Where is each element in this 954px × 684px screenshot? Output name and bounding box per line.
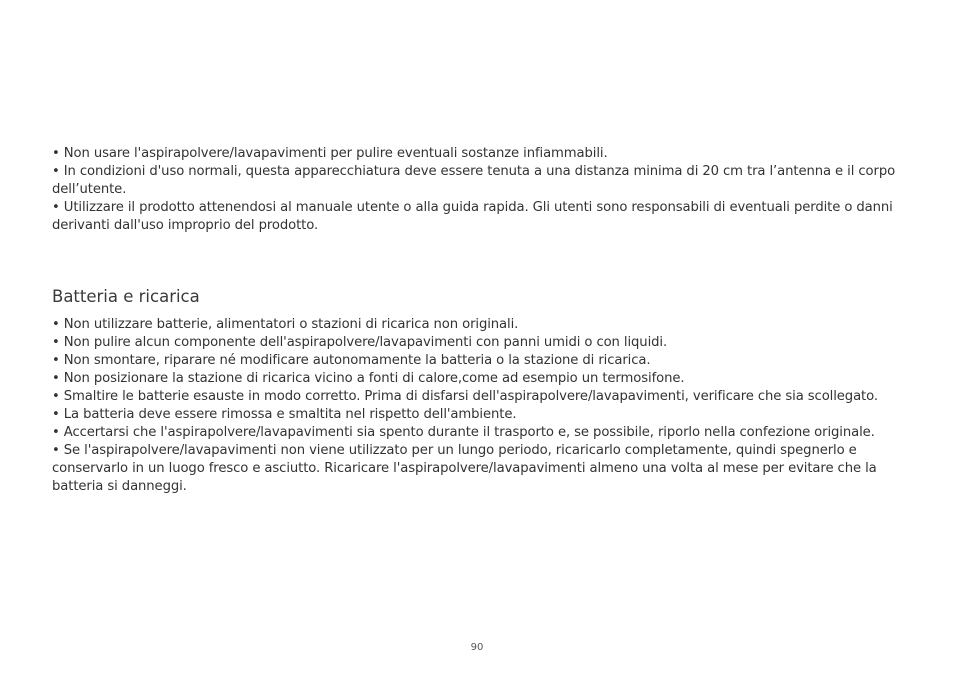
page-number: 90 (470, 642, 484, 653)
battery-heading: Batteria e ricarica (52, 287, 200, 306)
battery-item-original-parts: • Non utilizzare batterie, alimentatori o stazioni di ricarica non originali. (52, 317, 519, 332)
battery-item-no-disassembly: • Non smontare, riparare né modificare autonomamente la batteria o la stazione di ricarica. (52, 353, 651, 368)
battery-item-disposal: • Smaltire le batterie esauste in modo corretto. Prima di disfarsi dell'aspirapolvere/lavapavimenti, verificare che sia scollegato. (52, 389, 878, 404)
safety-notes-section (52, 145, 902, 235)
safety-note-flammable: • Non usare l'aspirapolvere/lavapavimenti per pulire eventuali sostanze infiammabili. (52, 146, 608, 161)
battery-item-heat-sources: • Non posizionare la stazione di ricarica vicino a fonti di calore,come ad esempio un termosifone. (52, 371, 685, 386)
battery-item-storage: • Se l'aspirapolvere/lavapavimenti non viene utilizzato per un lungo periodo, ricaricarlo completamente, quindi spegnerlo e conservarlo in un luogo fresco e asciutto. Ricaricare l'aspirapolvere/lavapavimenti almeno una volta al mese per evitare che la batteria si danneggi. (52, 443, 877, 494)
safety-note-antenna-distance: • In condizioni d'uso normali, questa apparecchiatura deve essere tenuta a una distanza minima di 20 cm tra l’antenna e il corpo dell’utente. (52, 164, 896, 197)
battery-section (52, 287, 902, 496)
battery-item-no-liquids: • Non pulire alcun componente dell'aspirapolvere/lavapavimenti con panni umidi o con liquidi. (52, 335, 668, 350)
battery-item-environment: • La batteria deve essere rimossa e smaltita nel rispetto dell'ambiente. (52, 407, 517, 422)
battery-item-transport: • Accertarsi che l'aspirapolvere/lavapavimenti sia spento durante il trasporto e, se possibile, riporlo nella confezione originale. (52, 425, 875, 440)
safety-note-proper-use: • Utilizzare il prodotto attenendosi al manuale utente o alla guida rapida. Gli utenti sono responsabili di eventuali perdite o danni derivanti dall'uso improprio del prodotto. (52, 200, 893, 233)
